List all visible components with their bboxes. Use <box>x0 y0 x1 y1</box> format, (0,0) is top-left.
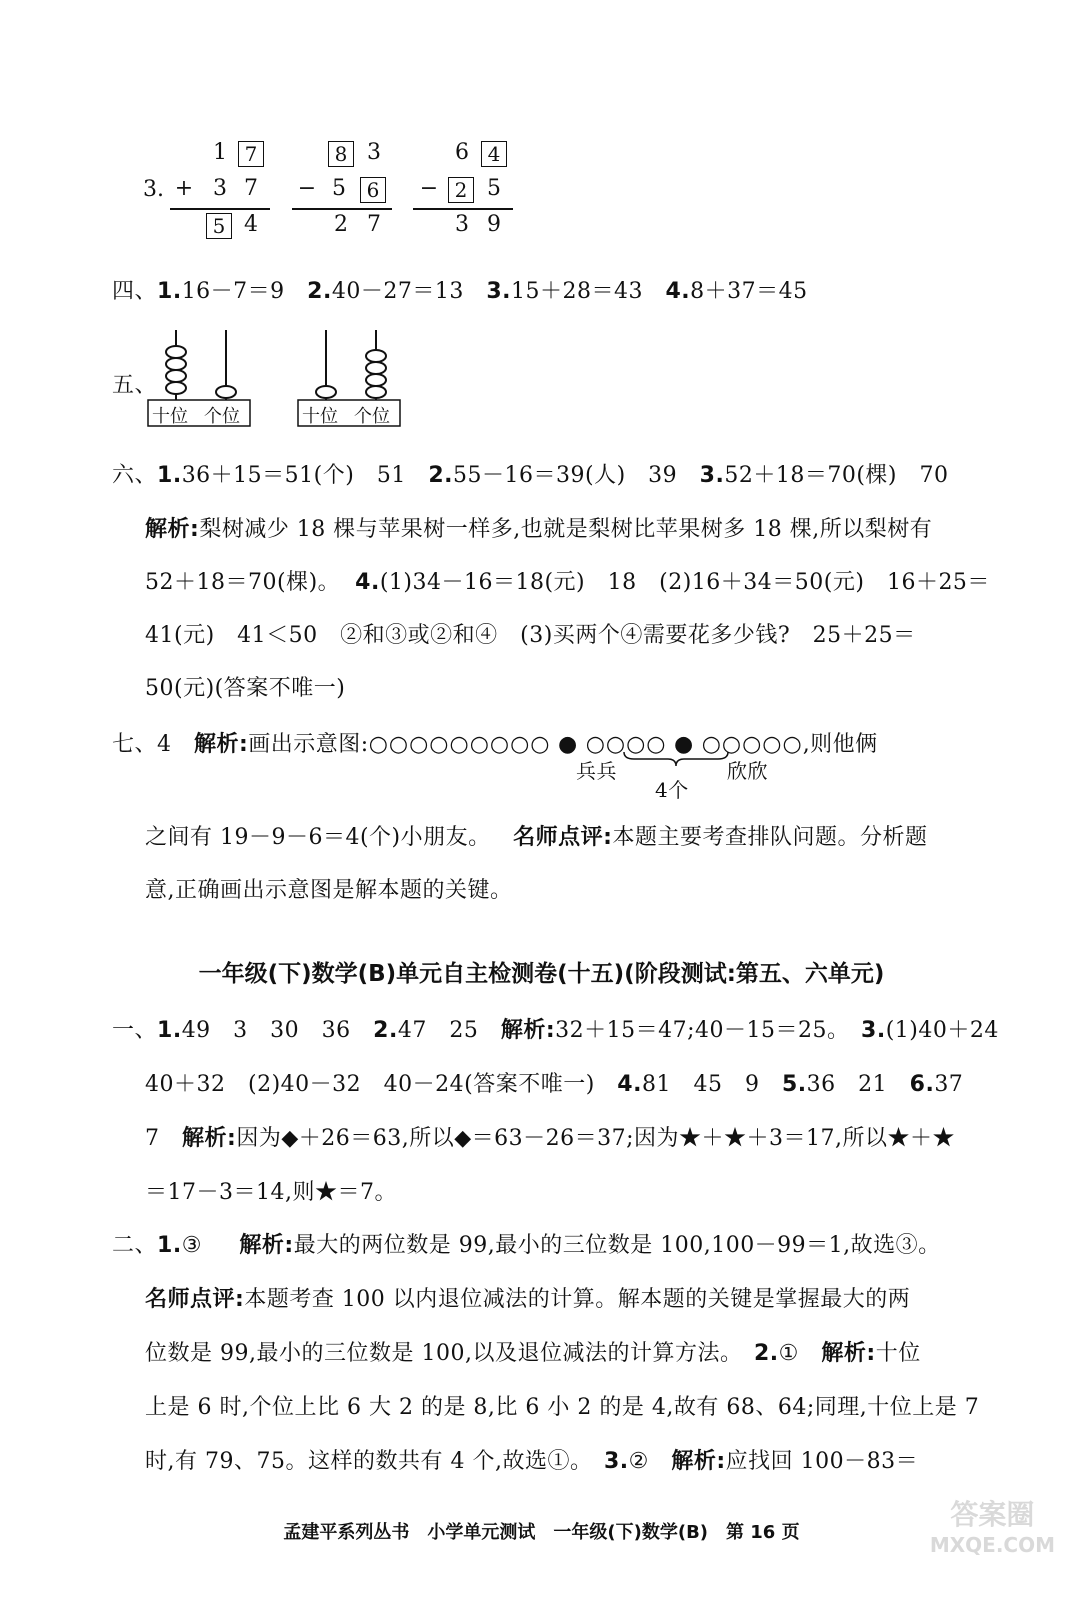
answer: (1)40＋24 <box>885 1018 999 1043</box>
section-6-line-2 <box>145 512 932 543</box>
analysis-text: 最大的两位数是 99,最小的三位数是 100,100－99＝1,故选③。 <box>293 1233 941 1258</box>
xinxin-dot: ● <box>674 732 695 757</box>
item-number: 2. <box>753 1341 779 1366</box>
analysis-label: 解析: <box>821 1341 876 1366</box>
section-7-line-2 <box>145 820 927 851</box>
item-number: 3. <box>486 279 511 304</box>
part-2-line-4: 上是 6 时,个位上比 6 大 2 的是 8,比 6 小 2 的是 4,故有 68、64;同理,十位上是 7 <box>145 1395 980 1420</box>
answer: ③ <box>181 1233 225 1258</box>
circles-group: ○○○○ <box>585 732 667 757</box>
answer: 16－7＝9 <box>181 279 285 304</box>
answer-box: 6 <box>360 177 386 203</box>
operator: − <box>297 176 317 201</box>
item-number: 4. <box>617 1072 642 1097</box>
item-number: 3. <box>603 1449 629 1474</box>
analysis-label: 解析: <box>671 1449 726 1474</box>
circles-group: ○○○○○ <box>701 732 803 757</box>
part-2-line-2 <box>145 1282 910 1313</box>
item-number: 6. <box>909 1072 935 1097</box>
analysis-text: 梨树减少 18 棵与苹果树一样多,也就是梨树比苹果树多 18 棵,所以梨树有 <box>199 517 933 542</box>
section-prefix: 一、 <box>112 1018 158 1043</box>
digit: 7 <box>367 212 381 237</box>
answer: ② <box>628 1449 672 1474</box>
operator: + <box>174 176 194 201</box>
brace <box>620 750 732 768</box>
digit: 5 <box>487 176 501 201</box>
answer-box: 5 <box>206 213 232 239</box>
label-bingbing: 兵兵 <box>576 759 617 783</box>
answer: 40＋32 (2)40－32 40－24(答案不唯一) <box>145 1072 618 1097</box>
item-number: 3. <box>699 463 725 488</box>
item-number: 3. <box>861 1018 886 1043</box>
answer-box: 4 <box>481 141 507 167</box>
circles-group: ○○○○○○○○○ <box>368 732 551 757</box>
answer: 47 25 <box>397 1018 501 1043</box>
digit: 7 <box>244 176 258 201</box>
part-1-line-1 <box>112 1013 999 1044</box>
part-1-line-2 <box>145 1067 963 1098</box>
answer: 55－16＝39(人) 39 <box>453 463 700 488</box>
analysis-text: 画出示意图: <box>248 732 369 757</box>
part-2-line-3 <box>145 1336 921 1367</box>
digit: 3 <box>213 176 227 201</box>
section-7-line-3: 意,正确画出示意图是解本题的关键。 <box>145 878 513 903</box>
section-prefix: 七、4 <box>112 732 172 757</box>
answer-box: 7 <box>238 141 264 167</box>
analysis-label: 解析: <box>145 517 200 542</box>
answer: 37 <box>934 1072 964 1097</box>
ones-label: 个位 <box>204 406 240 427</box>
answer: 52＋18＝70(棵) 70 <box>724 463 949 488</box>
rule <box>292 208 392 210</box>
item-number: 5. <box>781 1072 807 1097</box>
answer: 81 45 9 <box>641 1072 782 1097</box>
item-number: 2. <box>307 279 332 304</box>
digit: 9 <box>487 212 501 237</box>
part-1-line-3 <box>145 1121 955 1152</box>
part-2-line-5 <box>145 1444 918 1475</box>
section-6-line-4: 41(元) 41＜50 ②和③或②和④ (3)买两个④需要花多少钱? 25＋25＝ <box>145 623 916 648</box>
answer-box: 2 <box>448 177 474 203</box>
answer: ① <box>778 1341 822 1366</box>
bingbing-dot: ● <box>558 732 579 757</box>
digit: 6 <box>455 140 469 165</box>
analysis-text: 32＋15＝47;40－15＝25。 <box>555 1018 862 1043</box>
watermark-text: 答案圈 <box>950 1498 1035 1531</box>
rule <box>413 208 513 210</box>
section-prefix: 四、 <box>112 279 158 304</box>
answer: 15＋28＝43 <box>510 279 643 304</box>
item-number: 1. <box>157 1233 182 1258</box>
analysis-text: ,则他俩 <box>802 732 878 757</box>
analysis-text: 52＋18＝70(棵)。 <box>145 570 341 595</box>
section-6-line-3 <box>145 565 990 596</box>
comment-text: 位数是 99,最小的三位数是 100,以及退位减法的计算方法。 <box>145 1341 754 1366</box>
analysis-text: 因为◆＋26＝63,所以◆＝63－26＝37;因为★＋★＋3＝17,所以★＋★ <box>236 1126 956 1151</box>
comment-text: 本题考查 100 以内退位减法的计算。解本题的关键是掌握最大的两 <box>244 1287 911 1312</box>
ones-label: 个位 <box>354 406 390 427</box>
comment-label: 名师点评: <box>145 1287 245 1312</box>
answer: 40－27＝13 <box>331 279 464 304</box>
page-footer: 孟建平系列丛书 小学单元测试 一年级(下)数学(B) 第 16 页 <box>283 1522 800 1543</box>
item-number: 1. <box>157 1018 182 1043</box>
section-7-line-1 <box>112 727 878 758</box>
item-number: 2. <box>428 463 454 488</box>
section-6-line-5: 50(元)(答案不唯一) <box>145 676 346 701</box>
answer-box: 8 <box>328 141 354 167</box>
digit: 2 <box>334 212 348 237</box>
item-number: 1. <box>157 279 182 304</box>
digit: 5 <box>332 176 346 201</box>
watermark <box>930 1500 1055 1560</box>
answer: 36＋15＝51(个) 51 <box>181 463 429 488</box>
digit: 3 <box>455 212 469 237</box>
analysis-text: 十位 <box>875 1341 921 1366</box>
operator: − <box>419 176 439 201</box>
item-number: 4. <box>665 279 691 304</box>
answer: 49 3 30 36 <box>181 1018 374 1043</box>
rule <box>170 208 270 210</box>
section-prefix: 五、 <box>112 373 158 398</box>
question-number: 3. <box>143 177 164 202</box>
section-prefix: 二、 <box>112 1233 158 1258</box>
answer: 7 <box>145 1126 182 1151</box>
answer: (1)34－16＝18(元) 18 (2)16＋34＝50(元) 16＋25＝ <box>379 570 990 595</box>
item-number: 1. <box>157 463 182 488</box>
label-count: 4个 <box>655 778 689 802</box>
item-number: 2. <box>373 1018 398 1043</box>
unit-test-title: 一年级(下)数学(B)单元自主检测卷(十五)(阶段测试:第五、六单元) <box>198 961 885 987</box>
digit: 3 <box>367 140 381 165</box>
part-2-line-1 <box>112 1228 941 1259</box>
analysis-text: 应找回 100－83＝ <box>725 1449 919 1474</box>
tens-label: 十位 <box>302 406 338 427</box>
tens-label: 十位 <box>152 406 188 427</box>
analysis-text: 时,有 79、75。这样的数共有 4 个,故选①。 <box>145 1449 604 1474</box>
analysis-text: 之间有 19－9－6＝4(个)小朋友。 <box>145 825 491 850</box>
answer: 36 21 <box>806 1072 910 1097</box>
comment-label: 名师点评: <box>513 825 613 850</box>
watermark-url: MXQE.COM <box>929 1533 1055 1557</box>
part-1-line-4: ＝17－3＝14,则★＝7。 <box>145 1180 397 1205</box>
analysis-label: 解析: <box>182 1126 237 1151</box>
comment-text: 本题主要考查排队问题。分析题 <box>612 825 928 850</box>
section-4 <box>112 274 808 305</box>
item-number: 4. <box>355 570 380 595</box>
analysis-label: 解析: <box>500 1018 556 1043</box>
answer: 8＋37＝45 <box>690 279 808 304</box>
section-prefix: 六、 <box>112 463 158 488</box>
section-6-line-1 <box>112 458 949 489</box>
analysis-label: 解析: <box>239 1233 294 1258</box>
digit: 4 <box>244 212 258 237</box>
label-xinxin: 欣欣 <box>727 759 768 783</box>
analysis-label: 解析: <box>193 732 249 757</box>
digit: 1 <box>213 140 227 165</box>
